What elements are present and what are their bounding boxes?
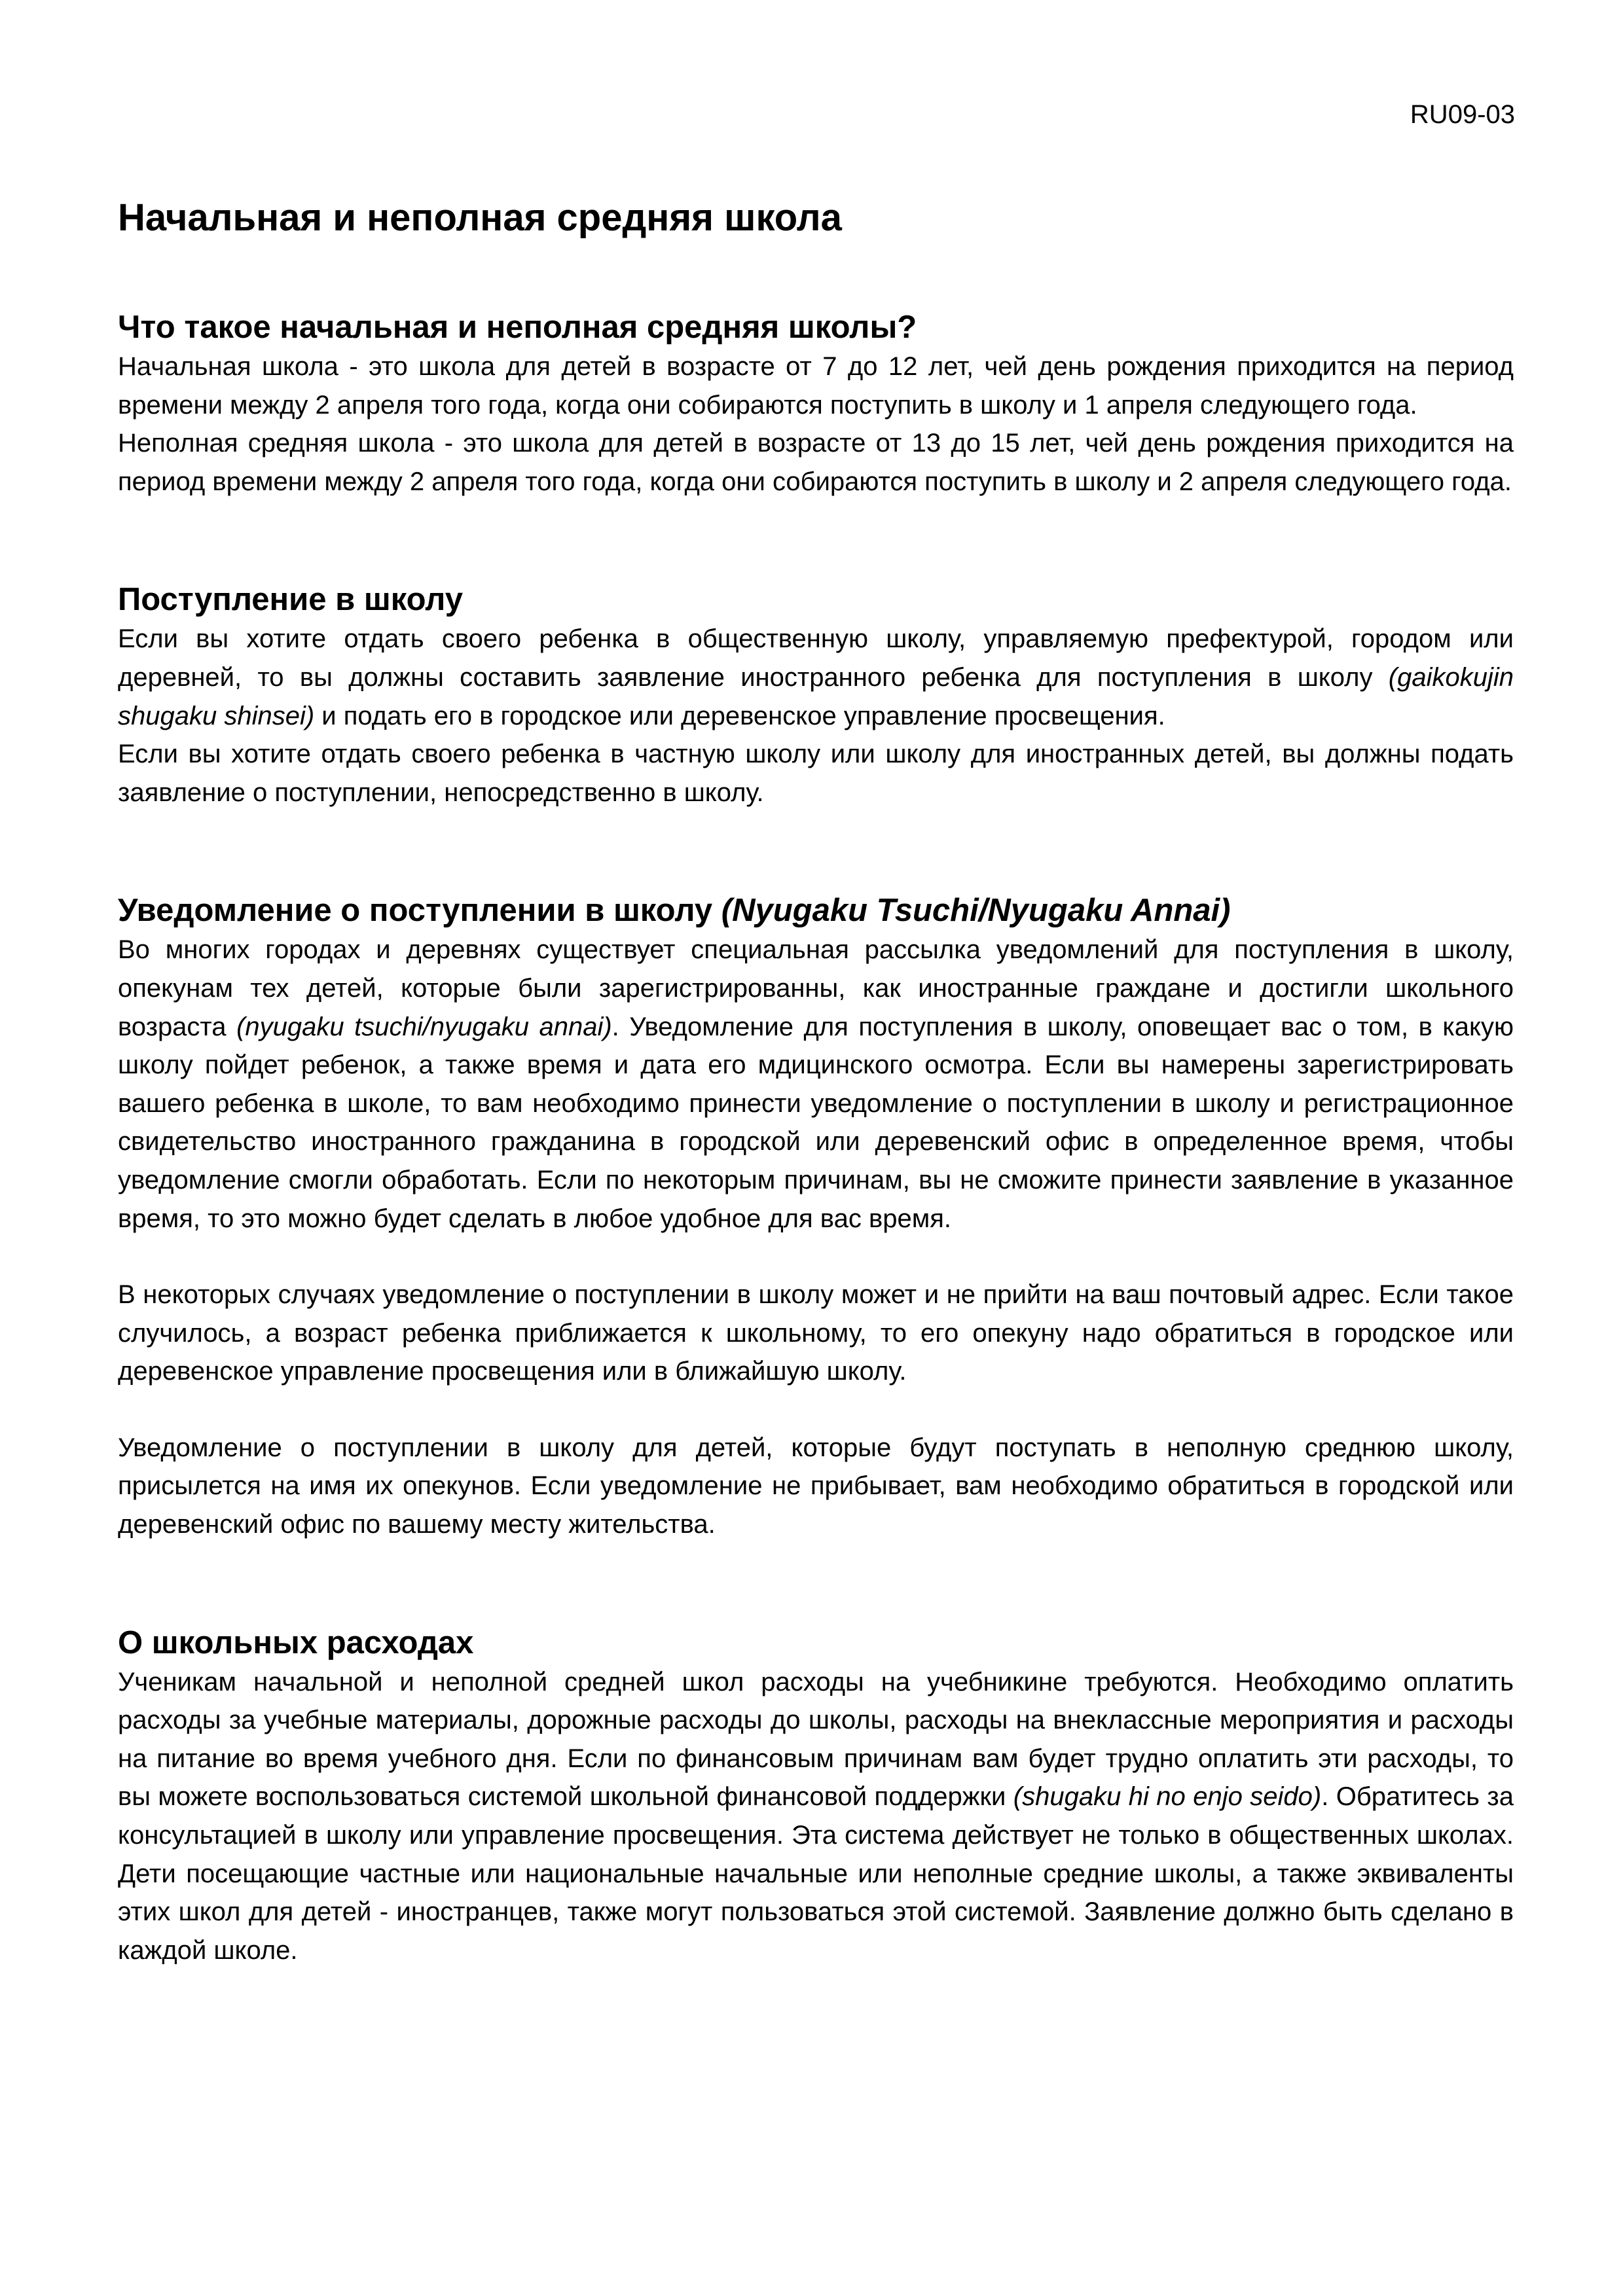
document-content — [118, 194, 1514, 1969]
paragraph-text: и подать его в городское или деревенское управление просвещения. — [314, 701, 1165, 730]
section-heading: О школьных расходах — [118, 1624, 474, 1660]
paragraph-text: . Уведомление для поступления в школу, оповещает вас о том, в какую школу пойдет ребенок, а также время и дата его мдицинского осмотра. Если вы намерены зарегистрировать вашего ребенка в школе, то вам необходимо принести уведомление о поступлении в школу и регистрационное свидетельство иностранного гражданина в городской или деревенский офис в определенное время, чтобы уведомление смогли обработать. Если по некоторым причинам, вы не сможите принести заявление в указанное время, то это можно будет сделать в любое удобное для вас время. — [118, 1012, 1514, 1233]
section-heading: Что такое начальная и неполная средняя школы? — [118, 310, 917, 345]
paragraph: Неполная средняя школа - это школа для детей в возрасте от 13 до 15 лет, чей день рождения приходится на период времени между 2 апреля того года, когда они собираются поступить в школу и 2 апреля следующего года. — [118, 429, 1514, 496]
section-heading — [118, 890, 1514, 931]
section-heading: Поступление в школу — [118, 582, 464, 618]
section-what-are-schools — [118, 307, 1514, 501]
section-heading-term: (Nyugaku Tsuchi/Nyugaku Annai) — [721, 893, 1231, 929]
document-code: RU09-03 — [1410, 100, 1515, 129]
paragraph: Если вы хотите отдать своего ребенка в частную школу или школу для иностранных детей, вы должны подать заявление о поступлении, непосредственно в школу. — [118, 740, 1514, 807]
japanese-term: (nyugaku tsuchi/nyugaku annai) — [236, 1012, 612, 1041]
paragraph: Уведомление о поступлении в школу для детей, которые будут поступать в неполную среднюю школу, присылется на имя их опекунов. Если уведомление не прибывает, вам необходимо обратиться в городской или деревенский офис по вашему месту жительства. — [118, 1433, 1514, 1539]
paragraph — [118, 1663, 1514, 1970]
page-title: Начальная и неполная средняя школа — [118, 196, 842, 239]
section-admission-notice — [118, 890, 1514, 1543]
paragraph-text: Во многих городах и деревнях существует специальная рассылка уведомлений для поступления в школу, опекунам тех детей, которые были зарегистрированны, как иностранные граждане и достигли школьного возраста — [118, 935, 1514, 1041]
paragraph: Начальная школа - это школа для детей в возрасте от 7 до 12 лет, чей день рождения приходится на период времени между 2 апреля того года, когда они собираются поступить в школу и 1 апреля следующего года. — [118, 352, 1514, 420]
paragraph-text: Если вы хотите отдать своего ребенка в общественную школу, управляемую префектурой, городом или деревней, то вы должны составить заявление иностранного ребенка для поступления в школу — [118, 624, 1514, 692]
section-admission — [118, 579, 1514, 812]
paragraph-text: . Обратитесь за консультацией в школу или управление просвещения. Эта система действует не только в общественных школах. Дети посещающие частные или национальные начальные или неполные средние школы, а также эквиваленты этих школ для детей - иностранцев, также могут пользоваться этой системой. Заявление должно быть сделано в каждой школе. — [118, 1782, 1514, 1965]
paragraph: В некоторых случаях уведомление о поступлении в школу может и не прийти на ваш почтовый адрес. Если такое случилось, а возраст ребенка приближается к школьному, то его опекуну надо обратиться в городское или деревенское управление просвещения или в ближайшую школу. — [118, 1280, 1514, 1386]
section-heading-text: Уведомление о поступлении в школу — [118, 893, 721, 929]
section-school-expenses — [118, 1623, 1514, 1970]
japanese-term: (gaikokujin shugaku shinsei) — [118, 662, 1514, 730]
paragraph — [118, 620, 1514, 735]
paragraph — [118, 931, 1514, 1238]
paragraph-text: Ученикам начальной и неполной средней школ расходы на учебникине требуются. Необходимо оплатить расходы за учебные материалы, дорожные расходы до школы, расходы на внеклассные мероприятия и расходы на питание во время учебного дня. Если по финансовым причинам вам будет трудно оплатить эти расходы, то вы можете воспользоваться системой школьной финансовой поддержки — [118, 1667, 1514, 1812]
japanese-term: (shugaku hi no enjo seido) — [1013, 1782, 1322, 1812]
